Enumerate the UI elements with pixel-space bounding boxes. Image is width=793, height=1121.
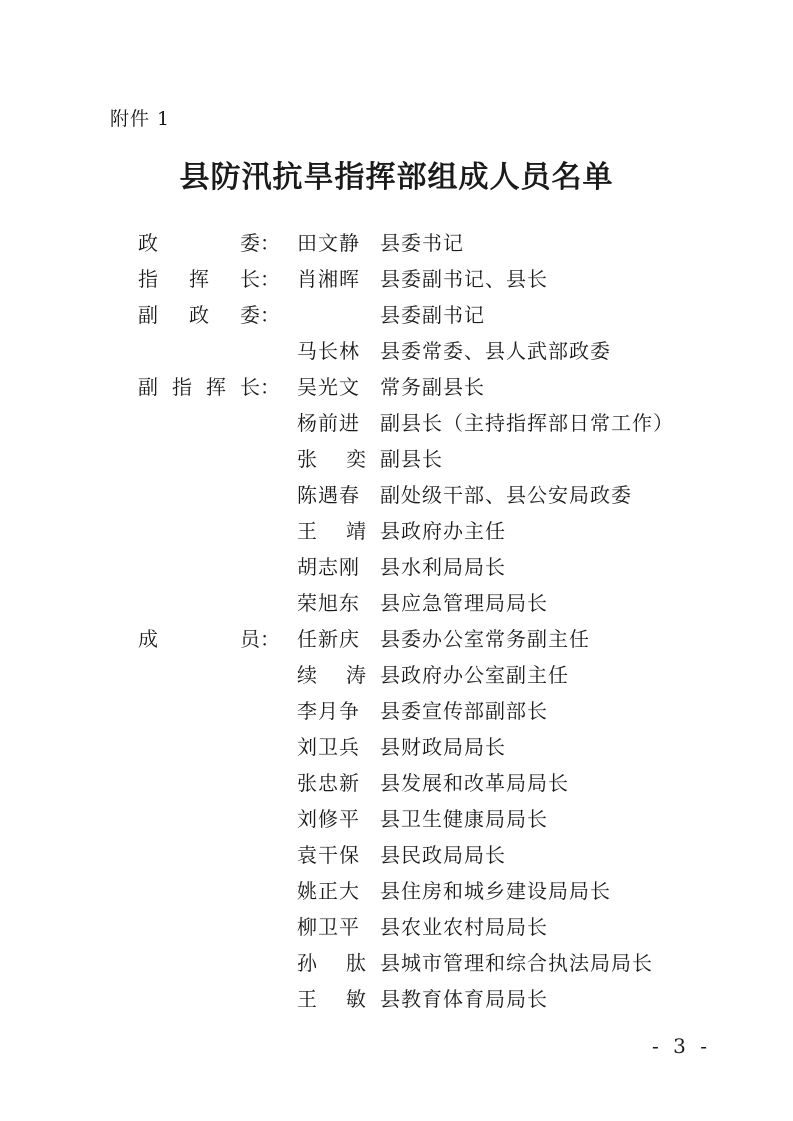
member-duty: 县农业农村局局长 bbox=[380, 915, 548, 939]
member-duty: 县应急管理局局长 bbox=[380, 591, 548, 615]
roster-row: 政 委 ： 田文静 县委书记 bbox=[0, 225, 793, 261]
member-name: 张 奕 bbox=[297, 447, 367, 471]
member-name: 刘修平 bbox=[297, 807, 360, 831]
member-name: 袁干保 bbox=[297, 843, 360, 867]
roster-row bbox=[0, 945, 793, 981]
member-duty: 副县长（主持指挥部日常工作） bbox=[380, 411, 674, 435]
roster-row bbox=[0, 801, 793, 837]
member-duty: 县发展和改革局局长 bbox=[380, 771, 569, 795]
member-name: 姚正大 bbox=[297, 879, 360, 903]
roster-row bbox=[0, 405, 793, 441]
member-name: 吴光文 bbox=[297, 375, 360, 399]
member-name: 杨前进 bbox=[297, 411, 360, 435]
member-name: 刘卫兵 bbox=[297, 735, 360, 759]
attachment-label: 附件 1 bbox=[110, 108, 171, 130]
member-duty: 县政府办主任 bbox=[380, 519, 506, 543]
member-duty: 县财政局局长 bbox=[380, 735, 506, 759]
roster-row: 指 挥 长 ： 肖湘晖 县委副书记、县长 bbox=[0, 261, 793, 297]
member-name: 陈遇春 bbox=[297, 483, 360, 507]
roster-row: 成 员 ： 任新庆 县委办公室常务副主任 bbox=[0, 621, 793, 657]
roster-row bbox=[0, 549, 793, 585]
member-name: 李月争 bbox=[297, 699, 360, 723]
roster-row bbox=[0, 441, 793, 477]
member-name: 续 涛 bbox=[297, 663, 367, 687]
member-duty: 县城市管理和综合执法局局长 bbox=[380, 951, 653, 975]
member-duty: 县委宣传部副部长 bbox=[380, 699, 548, 723]
member-name: 张忠新 bbox=[297, 771, 360, 795]
member-name: 王 靖 bbox=[297, 519, 367, 543]
member-duty: 副处级干部、县公安局政委 bbox=[380, 483, 632, 507]
member-name: 孙 肽 bbox=[297, 951, 367, 975]
member-name: 柳卫平 bbox=[297, 915, 360, 939]
roster-row bbox=[0, 765, 793, 801]
roster-row bbox=[0, 585, 793, 621]
member-name: 荣旭东 bbox=[297, 591, 360, 615]
roster-row bbox=[0, 981, 793, 1017]
member-duty: 县委常委、县人武部政委 bbox=[380, 339, 611, 363]
member-name: 马长林 bbox=[297, 339, 360, 363]
roster-row bbox=[0, 477, 793, 513]
member-duty: 县委办公室常务副主任 bbox=[380, 627, 590, 651]
page-number: - 3 - bbox=[652, 1034, 711, 1058]
roster-row bbox=[0, 657, 793, 693]
roster-row bbox=[0, 333, 793, 369]
roster-row: 副 政 委 ： 县委副书记 bbox=[0, 297, 793, 333]
member-duty: 县卫生健康局局长 bbox=[380, 807, 548, 831]
roster-row bbox=[0, 513, 793, 549]
member-duty: 县委副书记 bbox=[380, 303, 485, 327]
roster-row bbox=[0, 729, 793, 765]
member-duty: 县水利局局长 bbox=[380, 555, 506, 579]
roster-row bbox=[0, 873, 793, 909]
member-duty: 县政府办公室副主任 bbox=[380, 663, 569, 687]
member-duty: 副县长 bbox=[380, 447, 443, 471]
roster-row bbox=[0, 837, 793, 873]
roster-row bbox=[0, 909, 793, 945]
roster-row bbox=[0, 693, 793, 729]
roster-list bbox=[0, 225, 793, 1017]
document-title: 县防汛抗旱指挥部组成人员名单 bbox=[179, 160, 614, 195]
member-duty: 县委书记 bbox=[380, 231, 464, 255]
roster-row: 副 指 挥 长 ： 吴光文 常务副县长 bbox=[0, 369, 793, 405]
member-duty: 县住房和城乡建设局局长 bbox=[380, 879, 611, 903]
member-duty: 县教育体育局局长 bbox=[380, 987, 548, 1011]
member-name: 胡志刚 bbox=[297, 555, 360, 579]
member-duty: 县民政局局长 bbox=[380, 843, 506, 867]
member-name: 任新庆 bbox=[297, 627, 360, 651]
member-duty: 常务副县长 bbox=[380, 375, 485, 399]
member-name: 肖湘晖 bbox=[297, 267, 360, 291]
member-name: 王 敏 bbox=[297, 987, 367, 1011]
member-name: 田文静 bbox=[297, 231, 360, 255]
member-duty: 县委副书记、县长 bbox=[380, 267, 548, 291]
